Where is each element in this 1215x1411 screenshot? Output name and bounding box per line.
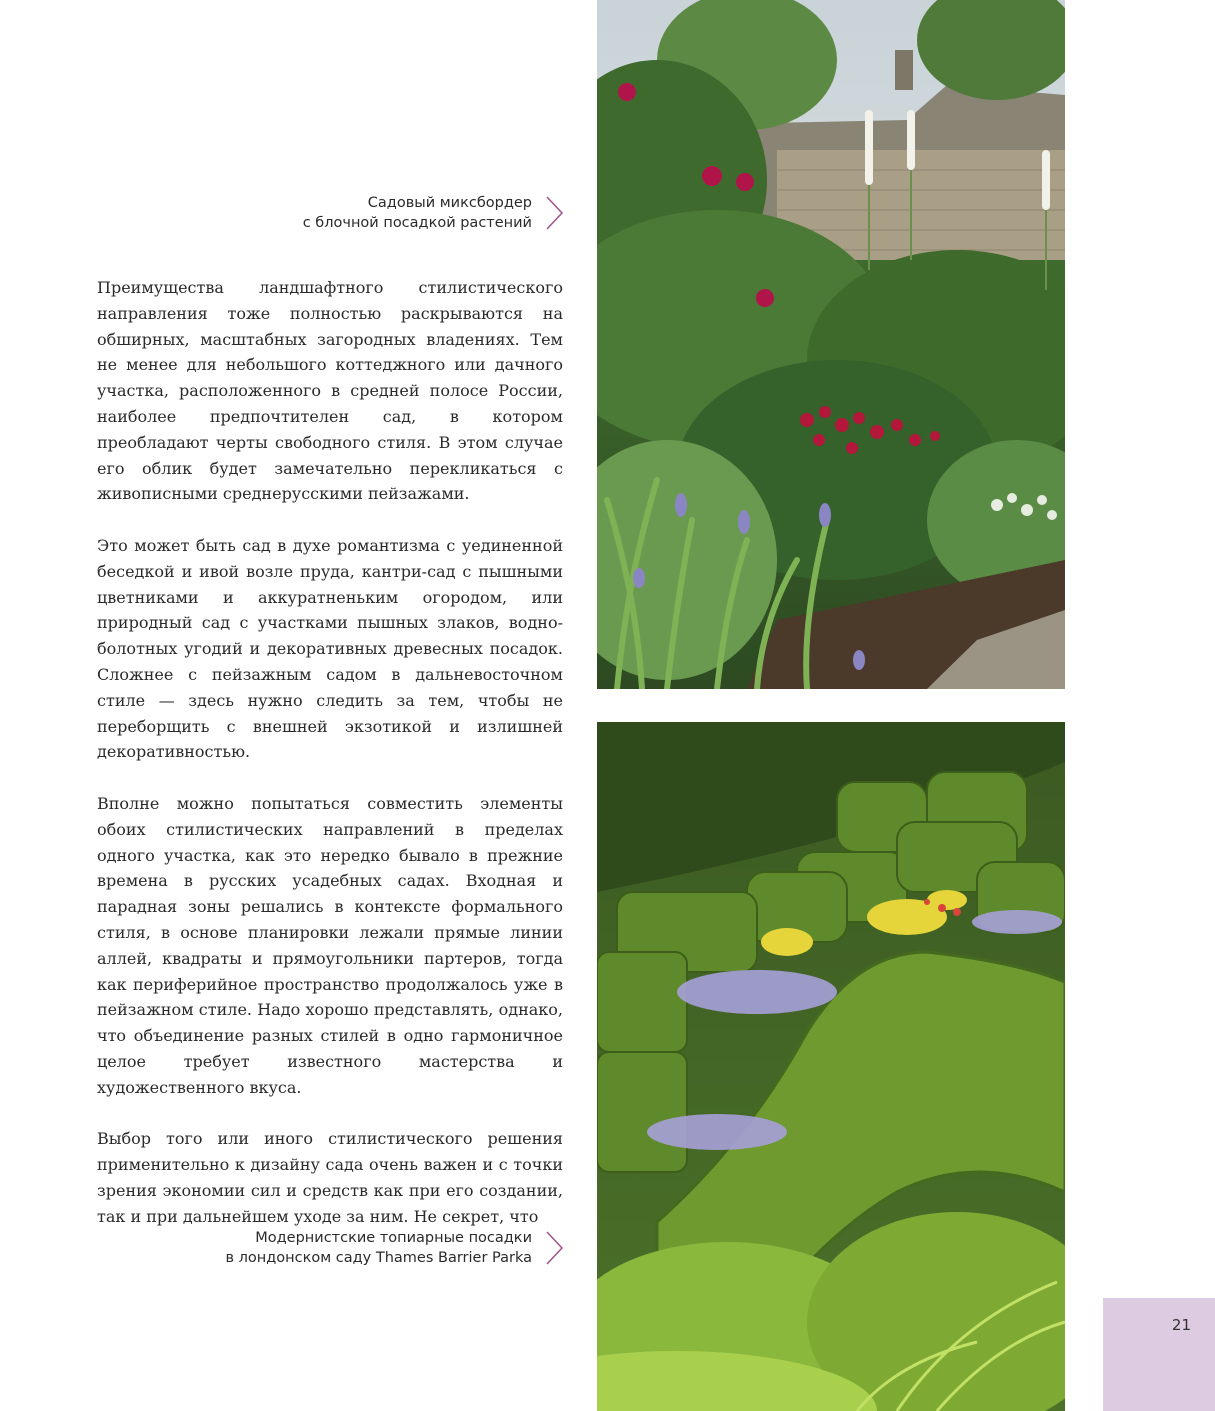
article-body [97,275,563,1255]
paragraph: Выбор того или иного стилистического решения применительно к дизайну сада очень важен и с точки зрения экономии сил и средств как при его создании, так и при дальнейшем уходе за ним. Не секрет, что [97,1129,563,1226]
caption-line: Модернистские топиарные посадки [255,1230,532,1246]
page-number-tab [1103,1298,1215,1411]
caption-line: в лондонском саду Thames Barrier Parka [225,1250,532,1266]
caption-topiary [225,1228,532,1268]
paragraph: Вполне можно попытаться совместить элементы обоих стилистических направлений в пределах одного участка, как это нередко бывало в прежние времена в русских усадебных садах. Входная и парадная зоны решались в контексте формального стиля, в основе планировки лежали прямые линии аллей, квадраты и прямоугольники партеров, тогда как периферийное пространство продолжалось уже в пейзажном стиле. Надо хорошо представлять, однако, что объединение разных стилей в одно гармоничное целое требует известного мастерства и художественного вкуса. [97,793,563,1097]
caption-mixborder [303,193,532,233]
caption-line: с блочной посадкой растений [302,215,532,231]
caption-arrow-icon [546,196,564,230]
paragraph: Это может быть сад в духе романтизма с уединенной беседкой и ивой возле пруда, кантри-сад с пышными цветниками и аккуратненьким огородом, или природный сад с участками пышных злаков, водно-болотных угодий и декоративных древесных посадок. Сложнее с пейзажным садом в дальневосточном стиле — здесь нужно следить за тем, чтобы не переборщить с внешней экзотикой и излишней декоративностью. [97,535,563,762]
paragraph: Преимущества ландшафтного стилистического направления тоже полностью раскрываются на обширных, масштабных загородных владениях. Тем не менее для небольшого коттеджного или дачного участка, расположенного в средней полосе России, наиболее предпочтителен сад, в котором преобладают черты свободного стиля. В этом случае его облик будет замечательно перекликаться с живописными среднерусскими пейзажами. [97,278,563,504]
photo-mixborder [597,0,1065,689]
page-number: 21 [1171,1316,1191,1334]
caption-arrow-icon [546,1231,564,1265]
photo-topiary [597,722,1065,1411]
caption-line: Садовый миксбордер [367,195,532,211]
